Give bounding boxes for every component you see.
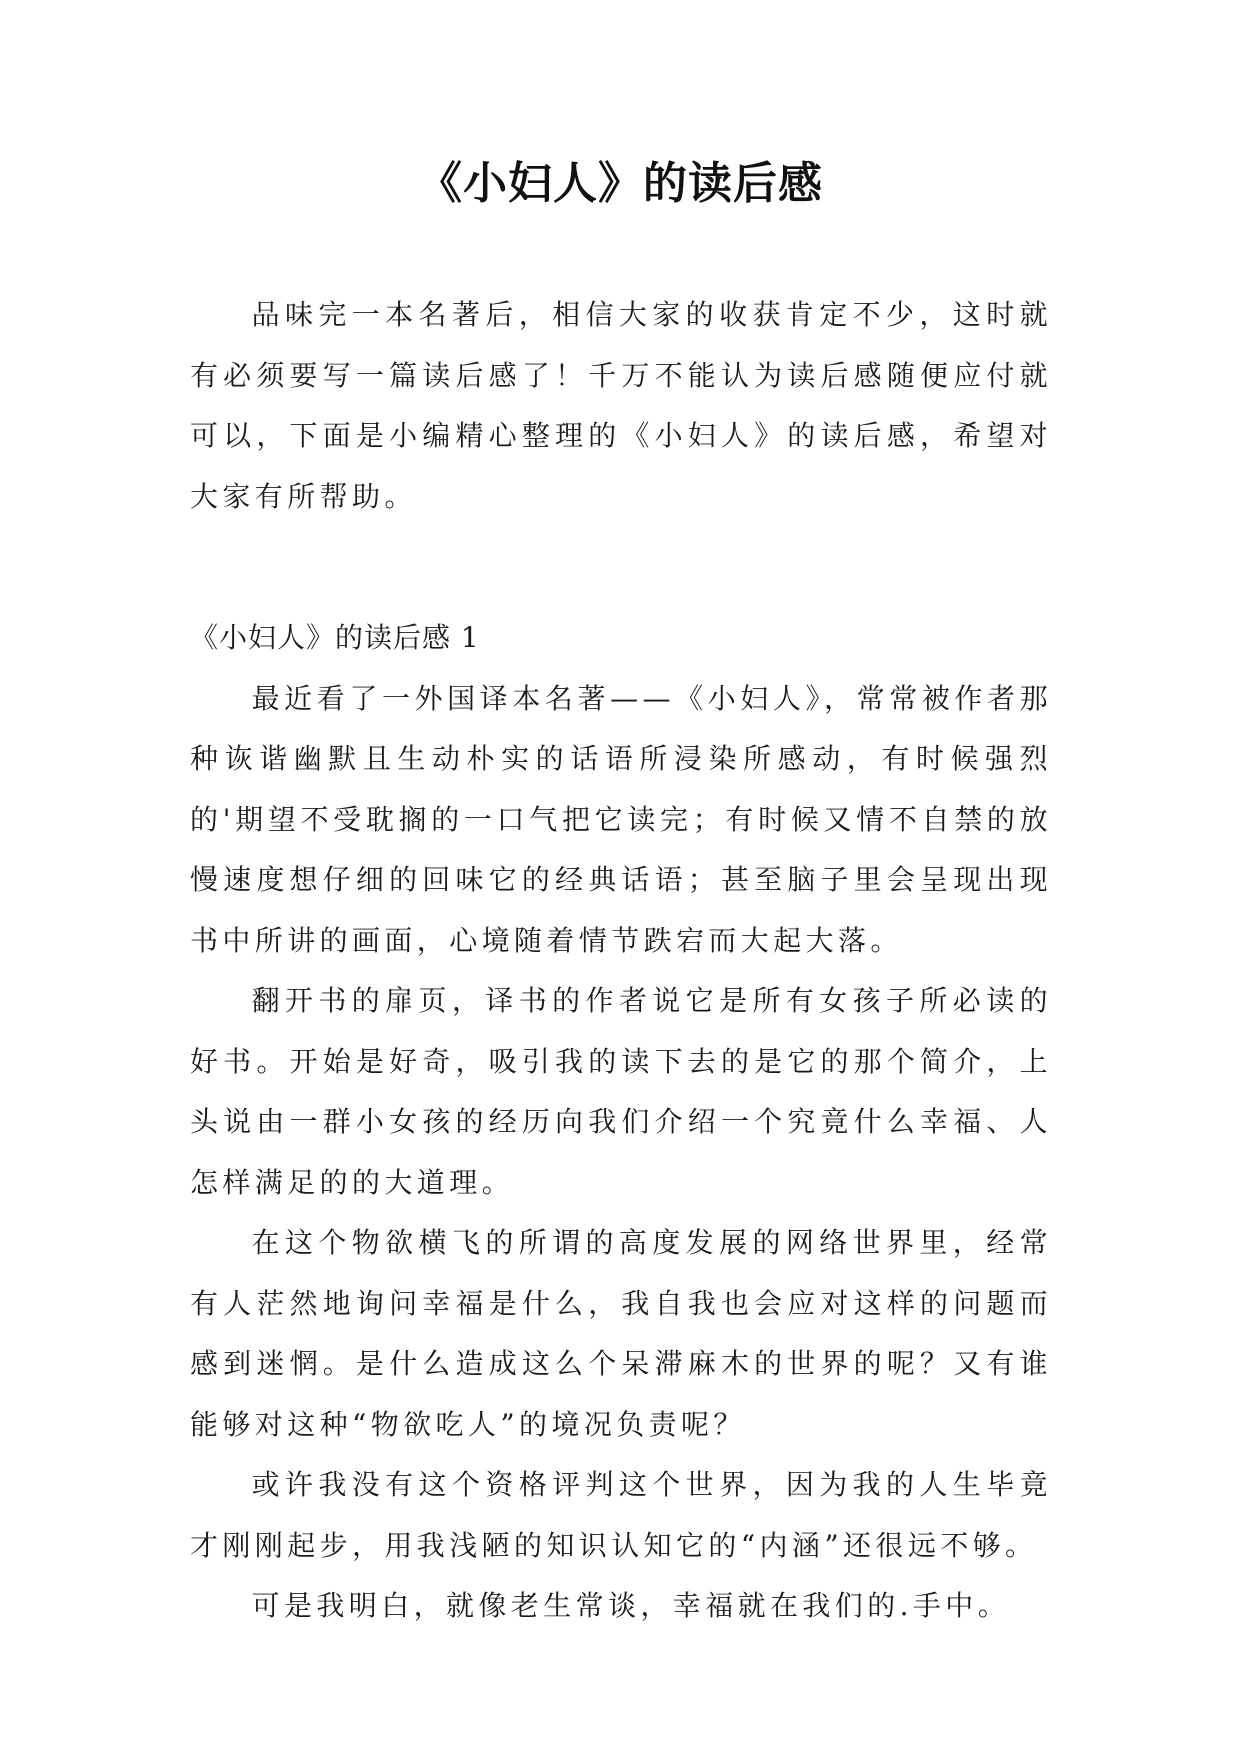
- document-title: 《小妇人》的读后感: [418, 158, 823, 209]
- intro-paragraph: 品味完一本名著后，相信大家的收获肯定不少，这时就有必须要写一篇读后感了！千万不能认为读后感随便应付就可以，下面是小编精心整理的《小妇人》的读后感，希望对大家有所帮助。: [190, 298, 1052, 513]
- body-paragraph: 在这个物欲横飞的所谓的高度发展的网络世界里，经常有人茫然地询问幸福是什么，我自我也会应对这样的问题而感到迷惘。是什么造成这么个呆滞麻木的世界的呢？又有谁能够对这种“物欲吃人”的境况负责呢？: [190, 1226, 1052, 1441]
- body-paragraph: 最近看了一外国译本名著——《小妇人》，常常被作者那种诙谐幽默且生动朴实的话语所浸染所感动，有时候强烈的'期望不受耽搁的一口气把它读完；有时候又情不自禁的放慢速度想仔细的回味它的经典话语；甚至脑子里会呈现出现书中所讲的画面，心境随着情节跌宕而大起大落。: [190, 681, 1052, 957]
- document-body: [190, 285, 1052, 1637]
- body-paragraph: 翻开书的扉页，译书的作者说它是所有女孩子所必读的好书。开始是好奇，吸引我的读下去的是它的那个简介，上头说由一群小女孩的经历向我们介绍一个究竟什么幸福、人怎样满足的的大道理。: [190, 984, 1052, 1199]
- section-heading: 《小妇人》的读后感 1: [190, 621, 480, 654]
- body-paragraph: 可是我明白，就像老生常谈，幸福就在我们的.手中。: [251, 1589, 1011, 1622]
- body-paragraph: 或许我没有这个资格评判这个世界，因为我的人生毕竟才刚刚起步，用我浅陋的知识认知它的“内涵”还很远不够。: [190, 1468, 1052, 1562]
